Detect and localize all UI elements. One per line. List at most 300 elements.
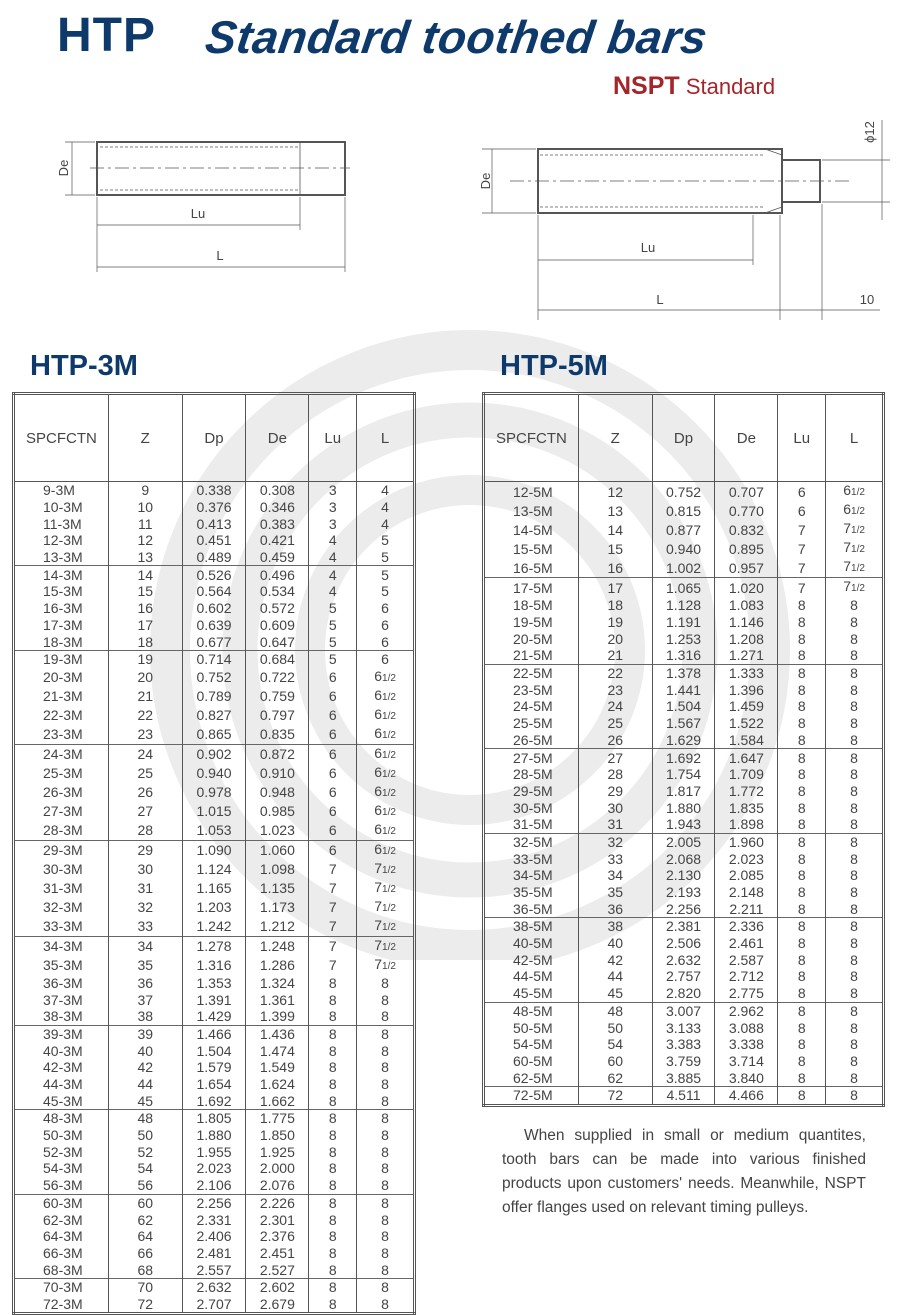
table-row	[14, 1008, 415, 1025]
table-cell: 8	[826, 614, 884, 631]
table-filler-row	[484, 1104, 884, 1106]
table-cell: 21-5M	[513, 647, 553, 664]
table-cell: 1.191	[652, 614, 715, 631]
table-cell: 8	[309, 1211, 357, 1228]
table-cell: 1.584	[715, 732, 778, 749]
table-cell: 66	[108, 1245, 182, 1262]
table-cell: 3.133	[652, 1019, 715, 1036]
table-cell: 21-3M	[43, 688, 83, 705]
table-cell: 61/2	[357, 706, 415, 725]
table-cell: 0.489	[182, 549, 246, 566]
table-cell: 8	[357, 1025, 415, 1042]
table-cell: 8	[778, 816, 826, 833]
table-cell: 5	[309, 650, 357, 667]
table-cell: 0.338	[182, 482, 246, 499]
table-cell: 8	[826, 968, 884, 985]
table-cell: 1.835	[715, 799, 778, 816]
table-cell: 61/2	[357, 668, 415, 687]
table-cell: 71/2	[357, 860, 415, 879]
table-cell: 61/2	[826, 501, 884, 520]
table-cell: 8	[309, 1296, 357, 1314]
table-cell: 1.654	[182, 1076, 246, 1093]
table-cell: 6	[778, 501, 826, 520]
table-cell: 17-5M	[484, 578, 579, 598]
table-row	[484, 1053, 884, 1070]
table-cell: 8	[357, 1042, 415, 1059]
table-cell: 42	[108, 1059, 182, 1076]
table-cell: 8	[309, 1177, 357, 1194]
table-cell: 0.877	[652, 520, 715, 539]
table-cell: 8	[826, 630, 884, 647]
column-header: Lu	[309, 394, 357, 482]
table-cell: 3.840	[715, 1069, 778, 1086]
table-cell: 25	[578, 715, 652, 732]
table-cell	[826, 1104, 884, 1106]
table-cell: 71/2	[826, 578, 884, 598]
table-row	[484, 597, 884, 614]
table-cell: 27-3M	[43, 803, 83, 820]
table-cell: 8	[357, 1092, 415, 1109]
table-cell: 44-3M	[43, 1076, 83, 1093]
table-cell: 8	[778, 1002, 826, 1019]
table-cell: 2.557	[182, 1261, 246, 1278]
table-cell: 2.226	[246, 1194, 309, 1211]
table-row	[14, 956, 415, 975]
table-row	[14, 879, 415, 898]
table-row	[484, 482, 884, 502]
table-cell: 64-3M	[43, 1228, 83, 1245]
table-cell: 44	[108, 1076, 182, 1093]
table-cell: 1.278	[182, 936, 246, 956]
table-cell: 14-3M	[14, 566, 109, 583]
table-cell: 0.413	[182, 515, 246, 532]
table-cell: 45-5M	[513, 985, 553, 1002]
table-cell: 2.023	[182, 1160, 246, 1177]
table-cell: 8	[826, 900, 884, 917]
table-row	[484, 698, 884, 715]
table-cell: 8	[309, 1228, 357, 1245]
table-row	[14, 499, 415, 516]
table-row	[14, 821, 415, 841]
table-cell	[778, 1104, 826, 1106]
table-cell: 8	[309, 1261, 357, 1278]
table-cell: 33	[578, 850, 652, 867]
table-row	[484, 630, 884, 647]
table-cell: 1.248	[246, 936, 309, 956]
table-cell: 6	[309, 802, 357, 821]
table-cell: 1.316	[652, 647, 715, 664]
table-cell: 3.759	[652, 1053, 715, 1070]
table-cell: 6	[357, 633, 415, 650]
table-cell: 1.203	[182, 898, 246, 917]
table-cell: 0.496	[246, 566, 309, 583]
table-cell: 8	[778, 1069, 826, 1086]
table-cell: 61/2	[357, 687, 415, 706]
table-cell: 20	[108, 668, 182, 687]
table-cell: 8	[826, 951, 884, 968]
table-cell: 61/2	[357, 783, 415, 802]
table-cell: 8	[357, 1143, 415, 1160]
table-cell: 72	[578, 1086, 652, 1103]
table-cell: 6	[357, 650, 415, 667]
table-row	[484, 935, 884, 952]
table-cell: 6	[309, 783, 357, 802]
table-row	[14, 600, 415, 617]
table-cell: 8	[826, 597, 884, 614]
table-cell: 6	[309, 706, 357, 725]
table-row	[484, 833, 884, 850]
table-cell: 61/2	[357, 744, 415, 764]
table-cell: 0.752	[652, 482, 715, 502]
table-cell: 6	[309, 668, 357, 687]
table-cell: 8	[778, 833, 826, 850]
table-cell: 0.376	[182, 499, 246, 516]
table-cell: 32	[578, 833, 652, 850]
table-cell: 1.436	[246, 1025, 309, 1042]
table-cell: 1.880	[182, 1127, 246, 1144]
table-cell: 8	[826, 749, 884, 766]
column-header: Z	[578, 394, 652, 482]
table-cell: 8	[778, 1053, 826, 1070]
table-cell: 1.955	[182, 1143, 246, 1160]
table-cell: 3.885	[652, 1069, 715, 1086]
table-cell: 12-3M	[43, 532, 83, 549]
table-cell: 52	[108, 1143, 182, 1160]
table-cell: 30-5M	[513, 799, 553, 816]
table-cell: 71/2	[357, 936, 415, 956]
table-cell: 4	[357, 515, 415, 532]
table-row	[14, 1110, 415, 1127]
table-cell: 13	[578, 501, 652, 520]
table-cell: 24-5M	[513, 698, 553, 715]
table-cell: 17	[108, 617, 182, 634]
table-cell: 14-5M	[513, 521, 553, 538]
label-de: De	[478, 172, 493, 190]
table-cell: 1.378	[652, 664, 715, 681]
table-cell: 39-3M	[14, 1025, 109, 1042]
fraction: 1/2	[382, 768, 396, 780]
table-row	[14, 1092, 415, 1109]
table-cell: 2.775	[715, 985, 778, 1002]
column-header: Lu	[778, 394, 826, 482]
table-row	[14, 549, 415, 566]
table-cell: 2.406	[182, 1228, 246, 1245]
table-cell: 0.308	[246, 482, 309, 499]
table-row	[14, 633, 415, 650]
table-cell: 31-5M	[513, 816, 553, 833]
table-cell: 19-3M	[14, 650, 109, 667]
label-l: L	[656, 292, 664, 307]
page-title: Standard toothed bars	[202, 11, 711, 63]
table-cell: 2.000	[246, 1160, 309, 1177]
table-cell: 8	[826, 664, 884, 681]
table-cell: 2.148	[715, 884, 778, 901]
table-cell: 60-3M	[14, 1194, 109, 1211]
table-cell: 2.820	[652, 985, 715, 1002]
table-cell: 8	[309, 975, 357, 992]
diagram-plain-bar	[50, 130, 360, 280]
table-cell: 1.333	[715, 664, 778, 681]
fraction: 1/2	[851, 487, 865, 498]
table-cell: 12	[108, 532, 182, 549]
table-cell: 0.940	[182, 764, 246, 783]
table-cell: 8	[778, 698, 826, 715]
table-cell: 17-3M	[43, 616, 83, 633]
table-cell: 1.429	[182, 1008, 246, 1025]
table-cell	[715, 1104, 778, 1106]
table-cell: 6	[309, 744, 357, 764]
table-cell: 1.504	[652, 698, 715, 715]
table-cell: 18-3M	[43, 633, 83, 650]
table-cell: 32	[108, 898, 182, 917]
table-cell: 23	[108, 725, 182, 745]
table-cell: 40	[108, 1042, 182, 1059]
table-cell: 8	[778, 968, 826, 985]
table-cell: 8	[826, 918, 884, 935]
table-cell: 1.459	[715, 698, 778, 715]
table-cell: 8	[826, 783, 884, 800]
spec-table-3m	[12, 392, 416, 1315]
table-cell: 23-3M	[43, 726, 83, 743]
table-cell: 32-3M	[43, 899, 83, 916]
table-cell: 0.827	[182, 706, 246, 725]
table-cell: 2.712	[715, 968, 778, 985]
table-cell: 1.023	[246, 821, 309, 841]
table-cell: 8	[357, 1261, 415, 1278]
table-row	[14, 917, 415, 937]
table-cell: 1.065	[652, 578, 715, 598]
table-cell: 33-3M	[43, 918, 83, 935]
table-cell: 48	[108, 1110, 182, 1127]
table-cell: 2.527	[246, 1261, 309, 1278]
fraction: 1/2	[851, 563, 865, 574]
table-cell: 61/2	[826, 482, 884, 502]
label-lu: Lu	[190, 206, 206, 221]
table-cell: 2.211	[715, 900, 778, 917]
table-cell: 1.253	[652, 630, 715, 647]
table-cell: 0.957	[715, 558, 778, 578]
table-row	[14, 1160, 415, 1177]
fraction: 1/2	[851, 544, 865, 555]
column-header: L	[357, 394, 415, 482]
table-row	[14, 1143, 415, 1160]
table-row	[484, 850, 884, 867]
table-cell: 7	[778, 539, 826, 558]
table-cell: 33	[108, 917, 182, 937]
table-cell: 1.353	[182, 975, 246, 992]
table-cell: 6	[309, 725, 357, 745]
table-cell: 0.910	[246, 764, 309, 783]
table-cell: 0.752	[182, 668, 246, 687]
table-cell: 6	[357, 617, 415, 634]
table-cell: 1.396	[715, 681, 778, 698]
table-cell: 12	[578, 482, 652, 502]
table-cell: 8	[778, 951, 826, 968]
table-cell: 29-3M	[14, 840, 109, 860]
table-cell: 15-3M	[43, 583, 83, 600]
table-cell: 50	[578, 1019, 652, 1036]
table-cell: 29	[108, 840, 182, 860]
table-cell: 48-3M	[14, 1110, 109, 1127]
table-cell: 8	[357, 1228, 415, 1245]
table-cell: 20-3M	[43, 669, 83, 686]
table-cell: 4	[309, 532, 357, 549]
table-cell: 8	[778, 850, 826, 867]
table-row	[484, 1069, 884, 1086]
table-row	[14, 860, 415, 879]
table-cell: 27	[578, 749, 652, 766]
table-cell: 30	[578, 799, 652, 816]
table-cell: 1.208	[715, 630, 778, 647]
table-cell: 8	[309, 1110, 357, 1127]
table-cell: 24-3M	[14, 744, 109, 764]
table-cell: 8	[357, 1177, 415, 1194]
table-cell: 2.193	[652, 884, 715, 901]
table-cell: 42-5M	[513, 951, 553, 968]
table-row	[484, 501, 884, 520]
table-cell: 8	[309, 1127, 357, 1144]
table-cell: 8	[778, 900, 826, 917]
table-cell: 34	[108, 936, 182, 956]
table-cell: 72-3M	[43, 1295, 83, 1312]
table-cell: 30	[108, 860, 182, 879]
table-cell: 29-5M	[513, 782, 553, 799]
table-cell: 10	[108, 499, 182, 516]
table-cell: 0.770	[715, 501, 778, 520]
table-row	[14, 515, 415, 532]
label-de: De	[56, 159, 71, 177]
table-cell: 0.714	[182, 650, 246, 667]
table-row	[14, 840, 415, 860]
table-cell: 3.338	[715, 1036, 778, 1053]
table-cell: 0.677	[182, 633, 246, 650]
fraction: 1/2	[382, 883, 396, 895]
table-cell: 44-5M	[513, 968, 553, 985]
table-cell: 8	[357, 1127, 415, 1144]
table-cell: 8	[826, 1086, 884, 1103]
table-cell: 2.679	[246, 1296, 309, 1314]
table-cell: 8	[309, 1194, 357, 1211]
standard-brand: NSPT	[613, 72, 680, 100]
table-cell: 2.707	[182, 1296, 246, 1314]
table-cell: 36-5M	[513, 900, 553, 917]
table-cell: 8	[778, 918, 826, 935]
table-cell: 8	[778, 935, 826, 952]
table-cell: 54-3M	[43, 1160, 83, 1177]
table-cell: 61/2	[357, 821, 415, 841]
table-cell: 56-3M	[43, 1177, 83, 1194]
table-cell: 8	[826, 1019, 884, 1036]
table-cell: 8	[826, 985, 884, 1002]
table-cell: 35-5M	[513, 884, 553, 901]
table-cell: 8	[826, 935, 884, 952]
column-header: L	[826, 394, 884, 482]
table-row	[14, 991, 415, 1008]
table-cell: 8	[357, 1211, 415, 1228]
table-row	[484, 681, 884, 698]
table-cell: 0.895	[715, 539, 778, 558]
table-cell: 8	[309, 1025, 357, 1042]
table-cell: 1.391	[182, 991, 246, 1008]
table-cell: 50	[108, 1127, 182, 1144]
table-cell: 1.002	[652, 558, 715, 578]
table-cell: 2.587	[715, 951, 778, 968]
table-cell: 4	[309, 583, 357, 600]
table-cell: 34-3M	[14, 936, 109, 956]
table-row	[484, 558, 884, 578]
table-cell: 38	[578, 918, 652, 935]
table-cell: 1.805	[182, 1110, 246, 1127]
table-cell: 2.256	[182, 1194, 246, 1211]
table-cell: 1.466	[182, 1025, 246, 1042]
table-cell: 8	[309, 1278, 357, 1295]
table-row	[14, 617, 415, 634]
table-cell: 10-3M	[43, 499, 83, 516]
table-cell: 54	[578, 1036, 652, 1053]
table-cell: 18	[578, 597, 652, 614]
table-cell: 4	[357, 499, 415, 516]
table-row	[14, 1042, 415, 1059]
table-cell: 48-5M	[484, 1002, 579, 1019]
table-cell: 16	[578, 558, 652, 578]
table-cell: 8	[309, 1092, 357, 1109]
table-row	[14, 687, 415, 706]
table-cell: 8	[826, 1036, 884, 1053]
fraction: 1/2	[382, 787, 396, 799]
table-cell: 7	[309, 860, 357, 879]
table-cell: 13-5M	[513, 502, 553, 519]
table-cell: 2.506	[652, 935, 715, 952]
table-row	[484, 578, 884, 598]
table-cell	[578, 1104, 652, 1106]
table-row	[484, 715, 884, 732]
table-cell: 8	[826, 850, 884, 867]
table-cell	[652, 1104, 715, 1106]
table-cell: 1.692	[652, 749, 715, 766]
fraction: 1/2	[382, 960, 396, 972]
table-cell: 2.381	[652, 918, 715, 935]
table-cell: 8	[778, 766, 826, 783]
table-row	[484, 985, 884, 1002]
table-cell: 5	[357, 532, 415, 549]
table-cell: 1.165	[182, 879, 246, 898]
table-cell: 3.714	[715, 1053, 778, 1070]
table-cell: 40-3M	[43, 1042, 83, 1059]
table-cell: 42	[578, 951, 652, 968]
fraction: 1/2	[382, 864, 396, 876]
table-cell: 8	[357, 975, 415, 992]
table-cell: 7	[778, 520, 826, 539]
table-cell: 8	[778, 630, 826, 647]
table-cell: 8	[778, 681, 826, 698]
table-row	[484, 799, 884, 816]
table-cell: 0.985	[246, 802, 309, 821]
table-cell: 1.286	[246, 956, 309, 975]
table-cell: 1.504	[182, 1042, 246, 1059]
table-cell: 26	[578, 732, 652, 749]
table-cell: 7	[309, 917, 357, 937]
table-cell: 54	[108, 1160, 182, 1177]
table-cell: 1.146	[715, 614, 778, 631]
table-cell: 38	[108, 1008, 182, 1025]
table-cell: 48	[578, 1002, 652, 1019]
table-cell: 1.135	[246, 879, 309, 898]
table-cell: 12-5M	[513, 483, 553, 500]
table-cell: 8	[826, 681, 884, 698]
table-cell: 3	[309, 482, 357, 499]
table-cell: 4	[309, 549, 357, 566]
table-cell: 64	[108, 1228, 182, 1245]
